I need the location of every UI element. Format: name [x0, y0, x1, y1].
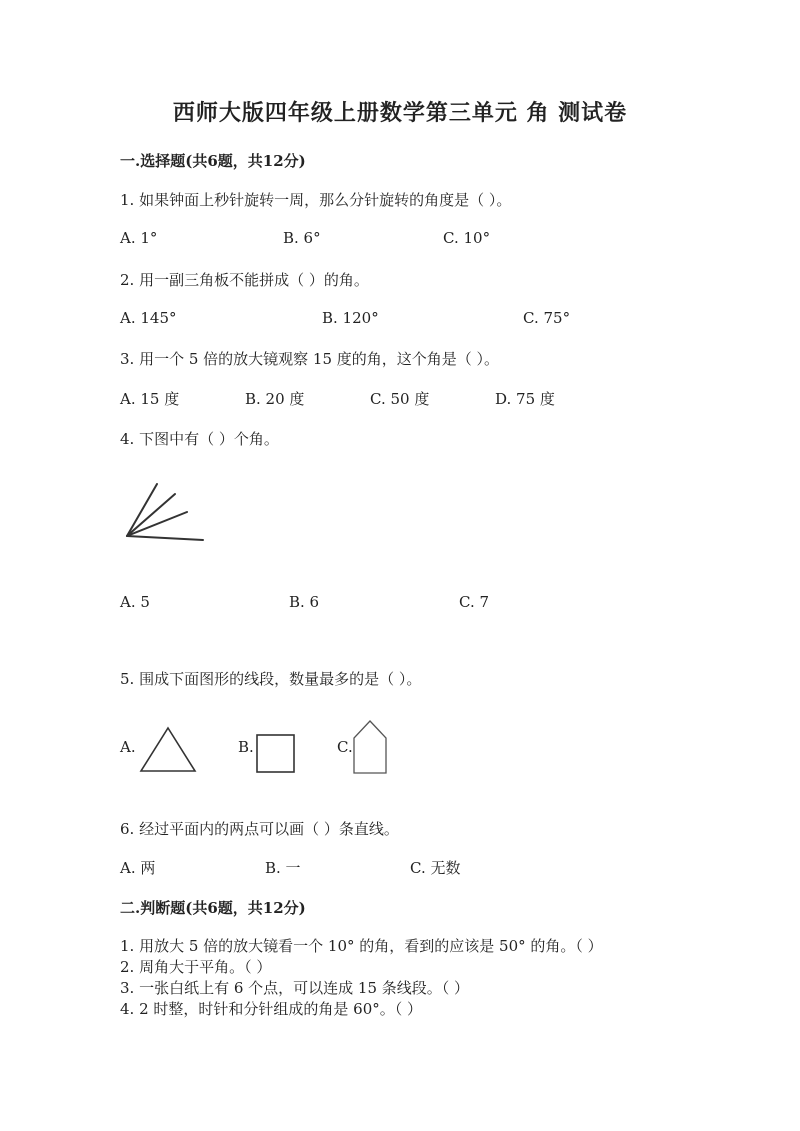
q2-option-c: C. 75° [523, 309, 571, 327]
judgment-item-4: 4. 2 时整，时针和分针组成的角是 60°。（ ） [120, 1000, 423, 1018]
q3-option-d: D. 75 度 [495, 390, 555, 408]
pentagon-house-shape [350, 718, 390, 776]
q3-option-a: A. 15 度 [120, 390, 180, 408]
section-heading-judgment: 二.判断题(共6题，共12分) [120, 899, 306, 917]
q6-option-a: A. 两 [120, 859, 156, 877]
question-2: 2. 用一副三角板不能拼成（ ）的角。 [120, 271, 369, 289]
triangle-shape [138, 725, 198, 775]
q2-option-a: A. 145° [120, 309, 177, 327]
judgment-item-3: 3. 一张白纸上有 6 个点，可以连成 15 条线段。（ ） [120, 979, 470, 997]
ray-4 [127, 536, 203, 540]
angles-figure [115, 478, 215, 548]
section-heading-choice: 一.选择题(共6题，共12分) [120, 152, 306, 170]
q3-option-b: B. 20 度 [245, 390, 305, 408]
q2-option-b: B. 120° [322, 309, 379, 327]
q1-option-b: B. 6° [283, 229, 321, 247]
question-3: 3. 用一个 5 倍的放大镜观察 15 度的角，这个角是（ ）。 [120, 350, 500, 368]
ray-2 [127, 494, 175, 536]
q4-option-b: B. 6 [289, 593, 320, 611]
ray-1 [127, 484, 157, 536]
judgment-item-1: 1. 用放大 5 倍的放大镜看一个 10° 的角，看到的应该是 50° 的角。（ ） [120, 937, 603, 955]
question-6: 6. 经过平面内的两点可以画（ ）条直线。 [120, 820, 399, 838]
q1-option-a: A. 1° [120, 229, 158, 247]
q5-option-b-label: B. [238, 738, 254, 756]
question-4: 4. 下图中有（ ）个角。 [120, 430, 279, 448]
ray-3 [127, 512, 187, 536]
q5-option-c-label: C. [337, 738, 353, 756]
q1-option-c: C. 10° [443, 229, 491, 247]
q3-option-c: C. 50 度 [370, 390, 430, 408]
q4-option-a: A. 5 [120, 593, 150, 611]
question-1: 1. 如果钟面上秒针旋转一周，那么分针旋转的角度是（ ）。 [120, 191, 512, 209]
judgment-item-2: 2. 周角大于平角。（ ） [120, 958, 272, 976]
page-title: 西师大版四年级上册数学第三单元 角 测试卷 [172, 100, 628, 126]
square-shape [255, 733, 297, 775]
question-5: 5. 围成下面图形的线段，数量最多的是（ ）。 [120, 670, 422, 688]
q6-option-c: C. 无数 [410, 859, 461, 877]
q5-option-a-label: A. [120, 738, 136, 756]
q6-option-b: B. 一 [265, 859, 301, 877]
q4-option-c: C. 7 [459, 593, 490, 611]
